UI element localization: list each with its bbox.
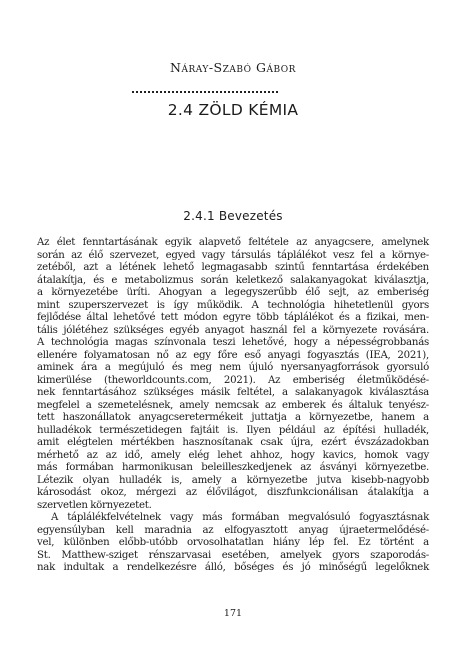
text-line: Létezik olyan hulladék is, amely a környezetbe jutva kisebb-nagyobb [37,474,429,486]
text-line: tett haszonállatok anyagcseretermékeit juttatja a környezetbe, hanem a [37,412,429,423]
body-text [37,237,429,575]
text-line: során az élő szervezet, egyed vagy társulás táplálékot vesz fel a környe- [37,249,429,261]
chapter-title: 2.4 ZÖLD KÉMIA [167,101,299,119]
running-header-author: Náray-Szabó Gábor [170,60,296,75]
text-line: mérhető az az idő, amely elég lehet ahhoz, hogy kavics, homok vagy [37,449,429,461]
section-heading: 2.4.1 Bevezetés [183,209,283,223]
text-line: St. Matthew-sziget rénszarvasai esetében, amelyek gyors szaporodás- [37,549,429,561]
paragraph-2 [37,512,429,575]
paragraph-1 [37,237,429,512]
text-line: A technológia magas színvonala teszi lehetővé, hogy a népességrobbanás [37,337,429,348]
text-line: a környezetébe üríti. Ahogyan a legegyszerűbb élő sejt, az emberiség [37,287,429,298]
text-line: mint szuperszervezet is így működik. A technológia hihetetlenül gyors [37,299,429,311]
text-line: amit elégtelen mértékben hasznosítanak csak újra, ezért évszázadokban [37,437,429,448]
text-line: megfelel a szemetelésnek, amely nemcsak az emberek és általuk tenyész- [37,399,429,411]
text-line: egyensúlyban kell maradnia az elfogyasztott anyag újraetermelődésé- [37,524,429,536]
text-line: nak indultak a rendelkezésre álló, bőséges és jó minőségű legelőknek [37,562,429,573]
text-line: átalakítja, és e metabolizmus során keletkező salakanyagokat kiválasztja, [37,274,429,286]
page-number: 171 [223,608,243,619]
text-line: fejlődése által lehetővé tett módon egyre több táplálékot és a fizikai, men- [37,312,429,323]
text-line: aminek ára a megújuló és meg nem újuló nyersanyagforrások gyorsuló [37,362,429,373]
text-line: Az élet fenntartásának egyik alapvető feltétele az anyagcsere, amelynek [37,237,429,248]
header-dotted-rule [132,91,278,93]
text-line: A táplálékfelvételnek vagy más formában megvalósuló fogyasztásnak [51,512,429,523]
text-line: nek fenntartásához szükséges másik feltétel, a salakanyagok kiválasztása [37,387,429,398]
text-line: hulladékok természetidegen fajtáit is. Ilyen például az építési hulladék, [37,424,429,436]
text-line: zetéből, azt a létének lehető legmagasabb szintű fenntartása érdekében [37,262,429,273]
text-line: kimerülése (theworldcounts.com, 2021). Az emberiség életműködésé- [37,374,429,386]
text-line: ellenére folyamatosan nő az egy főre eső anyagi fogyasztás (IEA, 2021), [37,349,429,361]
text-line: károsodást okoz, mérgezi az élővilágot, diszfunkcionálisan átalakítja a [37,487,429,498]
text-line: tális jólétéhez szükséges egyéb anyagot használ fel a környezete rovására. [37,324,429,336]
text-line: szervetlen környezetet. [37,499,152,511]
text-line: vel, különben előbb-utóbb orvosolhatatlan hiány lép fel. Ez történt a [37,537,429,548]
text-line: más formában harmonikusan beleilleszkedjenek az ásványi környezetbe. [37,462,429,473]
